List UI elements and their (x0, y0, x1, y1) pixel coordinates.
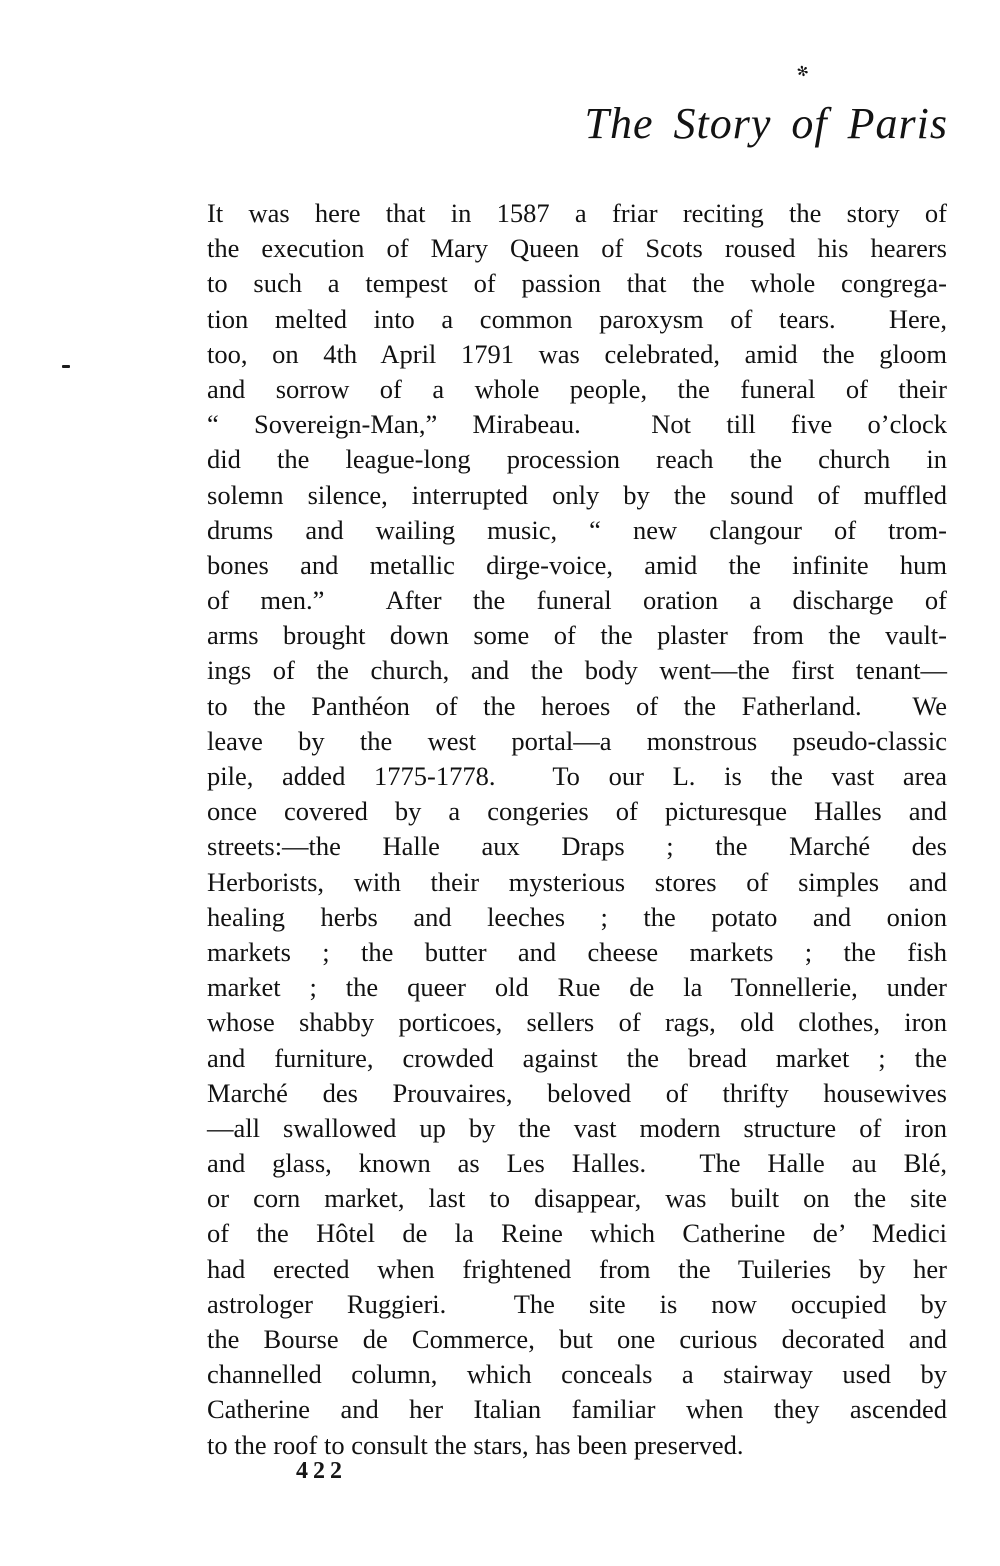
text-line: market ; the queer old Rue de la Tonnellerie, under (207, 972, 947, 1003)
text-line: markets ; the butter and cheese markets ; the fish (207, 936, 947, 967)
text-line: once covered by a congeries of picturesque Halles and (207, 796, 947, 827)
running-header-title: The Story of Paris (584, 99, 948, 148)
text-line: the execution of Mary Queen of Scots roused his hearers (207, 233, 947, 264)
text-line: leave by the west portal—a monstrous pseudo-classic (207, 725, 947, 756)
text-line: It was here that in 1587 a friar reciting the story of (207, 198, 947, 228)
text-line: or corn market, last to disappear, was built on the site (207, 1183, 947, 1214)
text-line: arms brought down some of the plaster from the vault- (207, 620, 947, 651)
text-line: tion melted into a common paroxysm of tears. Here, (207, 303, 947, 334)
text-line: whose shabby porticoes, sellers of rags, old clothes, iron (207, 1007, 947, 1038)
text-line: to the roof to consult the stars, has been preserved. (207, 1429, 744, 1460)
paragraph-block (207, 196, 947, 1463)
text-line: of men.” After the funeral oration a discharge of (207, 585, 947, 616)
text-line: pile, added 1775-1778. To our L. is the vast area (207, 761, 947, 791)
margin-ink-speck (62, 365, 70, 368)
text-line: and glass, known as Les Halles. The Halle au Blé, (207, 1148, 947, 1179)
text-line: to such a tempest of passion that the whole congrega- (207, 268, 947, 299)
text-line: healing herbs and leeches ; the potato and onion (207, 901, 947, 932)
text-line: astrologer Ruggieri. The site is now occupied by (207, 1288, 947, 1319)
text-line: drums and wailing music, “ new clangour of trom- (207, 514, 947, 545)
text-line: ings of the church, and the body went—the first tenant— (207, 655, 947, 686)
text-line: the Bourse de Commerce, but one curious decorated and (207, 1324, 947, 1354)
text-line: bones and metallic dirge-voice, amid the infinite hum (207, 549, 947, 580)
printer-ornament-icon: ✻ (795, 62, 811, 82)
text-line: and furniture, crowded against the bread market ; the (207, 1042, 947, 1073)
text-line: and sorrow of a whole people, the funeral of their (207, 373, 947, 404)
text-line: channelled column, which conceals a stairway used by (207, 1359, 947, 1390)
text-line: “ Sovereign-Man,” Mirabeau. Not till five o’clock (207, 409, 947, 440)
text-line: too, on 4th April 1791 was celebrated, amid the gloom (207, 338, 947, 369)
page-number: 422 (296, 1458, 347, 1484)
text-line: streets:—the Halle aux Draps ; the Marché des (207, 831, 947, 862)
text-line: Herborists, with their mysterious stores of simples and (207, 866, 947, 897)
text-line: Catherine and her Italian familiar when they ascended (207, 1394, 947, 1425)
text-line: to the Panthéon of the heroes of the Fatherland. We (207, 690, 947, 721)
text-line: of the Hôtel de la Reine which Catherine de’ Medici (207, 1218, 947, 1249)
text-line: did the league-long procession reach the church in (207, 444, 947, 475)
text-line: Marché des Prouvaires, beloved of thrifty housewives (207, 1077, 947, 1108)
text-line: —all swallowed up by the vast modern structure of iron (207, 1112, 947, 1143)
text-line: solemn silence, interrupted only by the sound of muffled (207, 479, 947, 510)
text-line: had erected when frightened from the Tuileries by her (207, 1253, 947, 1284)
